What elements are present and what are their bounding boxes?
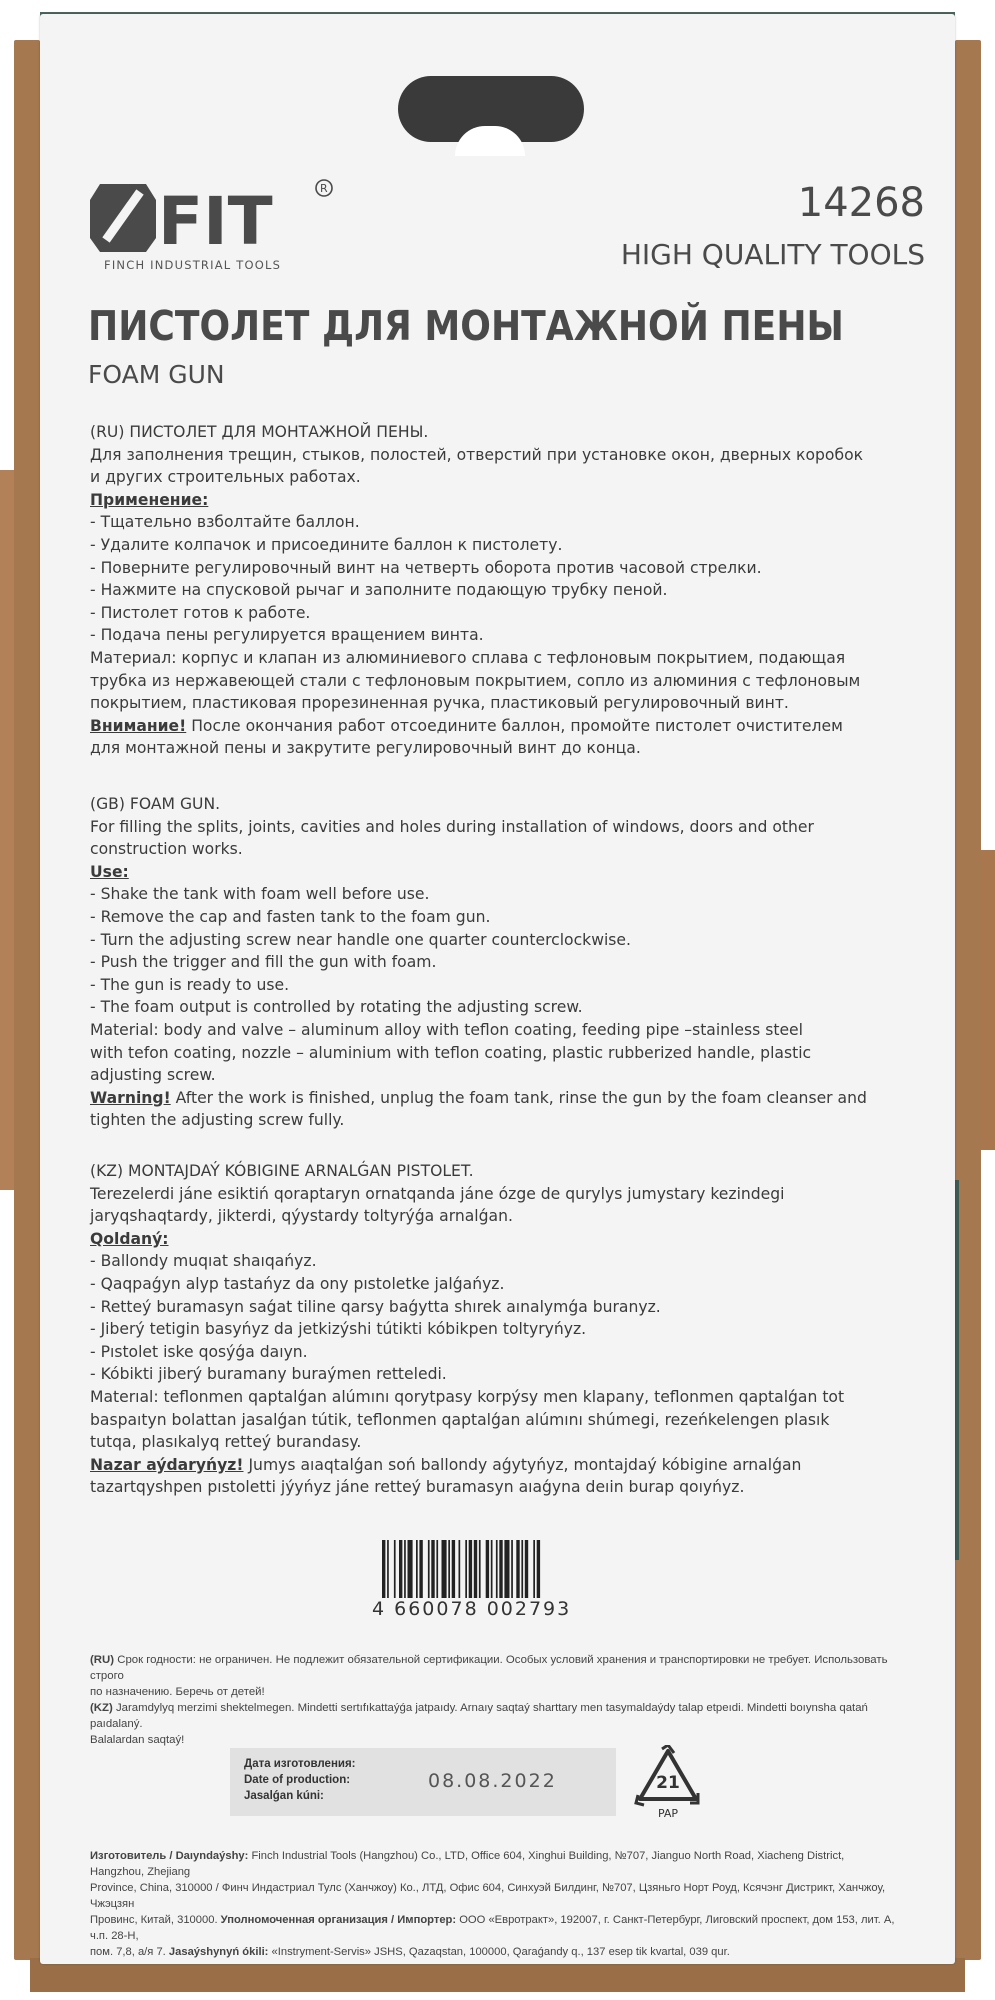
list-item: - The gun is ready to use. xyxy=(90,975,290,994)
date-label-en: Date of production: xyxy=(244,1774,351,1786)
material-line: Материал: корпус и клапан из алюминиевого сплава с тефлоновым покрытием, подающая xyxy=(90,648,846,667)
intro-line: jaryqshaqtardy, jikterdi, qýystardy toltyrýǵa arnalǵan. xyxy=(90,1207,513,1226)
use-title: Применение: xyxy=(90,490,209,509)
material-line: Materıal: teflonmen qaptalǵan alúmını qorytpasy korpýsy men klapany, teflonmen qaptalǵan tot xyxy=(90,1387,845,1406)
barcode-number: 4 660078 002793 xyxy=(368,1598,575,1620)
product-title-en: FOAM GUN xyxy=(88,360,225,389)
fine-text: по назначению. Беречь от детей! xyxy=(90,1686,265,1698)
intro-line: For filling the splits, joints, cavities and holes during installation of windows, doors and other xyxy=(90,817,814,836)
warning-label: Nazar aýdaryńyz! xyxy=(90,1455,244,1474)
manufacturer-label: Изготовитель / Daıyndaýshy: xyxy=(90,1850,249,1862)
fine-print-kz xyxy=(90,1700,900,1732)
recycle-code: PAP xyxy=(657,1807,679,1820)
barcode-bar xyxy=(516,1540,519,1602)
barcode-bar xyxy=(436,1540,438,1602)
warning-text: After the work is finished, unplug the foam tank, rinse the gun by the foam cleanser and xyxy=(170,1088,867,1107)
warning-label: Внимание! xyxy=(90,716,187,735)
fine-print-ru xyxy=(90,1652,900,1684)
barcode-bar xyxy=(486,1540,489,1602)
barcode-bar xyxy=(504,1540,509,1602)
material-line: adjusting screw. xyxy=(90,1066,216,1085)
barcode-bar xyxy=(442,1540,447,1602)
cardboard-right-flap xyxy=(955,40,981,1960)
importer-label: Уполномоченная организация / Импортер: xyxy=(220,1914,457,1926)
intro-line: Terezelerdi jáne esiktiń qoraptaryn ornatqanda jáne ózge de qurylys jumystary kezindegi xyxy=(90,1184,785,1203)
logo-text: FIT xyxy=(158,183,273,258)
fine-text: Срок годности: не ограничен. Не подлежит обязательной сертификации. Особых условий хранения и транспортировки не требует. Использовать строго xyxy=(90,1654,888,1682)
list-item: - Pıstolet iske qosýǵa daıyn. xyxy=(90,1342,308,1361)
production-date: 08.08.2022 xyxy=(428,1770,557,1792)
barcode-bar xyxy=(525,1540,528,1602)
list-item: - Qaqpaǵyn alyp tastańyz da ony pıstoletke jalǵańyz. xyxy=(90,1274,505,1293)
section-heading: (GB) FOAM GUN. xyxy=(90,795,221,813)
list-item: - Нажмите на спусковой рычаг и заполните подающую трубку пеной. xyxy=(90,581,668,600)
material-line: Material: body and valve – aluminum alloy with teflon coating, feeding pipe –stainless steel xyxy=(90,1020,803,1039)
barcode-bar xyxy=(459,1540,461,1602)
barcode-bar xyxy=(474,1540,477,1602)
manufacturer-line xyxy=(90,1944,900,1960)
list-item: - Push the trigger and fill the gun with foam. xyxy=(90,953,437,972)
product-title-ru: ПИСТОЛЕТ ДЛЯ МОНТАЖНОЙ ПЕНЫ xyxy=(88,302,844,350)
tagline: HIGH QUALITY TOOLS xyxy=(620,238,925,271)
fine-text: Jaramdylyq merzimi shektelmegen. Mindetti sertıfıkattaýǵa jatpaıdy. Arnaıy saqtaý sharttary men tasymaldaýdy talap etpeıdi. Mindetti boıynsha qatań paıdalaný. xyxy=(90,1702,868,1730)
list-item: - Подача пены регулируется вращением винта. xyxy=(90,626,484,645)
intro-line: construction works. xyxy=(90,840,243,859)
barcode-bar xyxy=(452,1540,455,1602)
barcode-bar xyxy=(394,1540,396,1602)
barcode-bar xyxy=(431,1540,434,1602)
barcode-bar xyxy=(399,1540,402,1602)
use-title: Use: xyxy=(90,862,129,881)
warning-line xyxy=(90,1454,810,1477)
manufacturer-text: ООО «Евротракт», 192007, г. Санкт-Петербург, Лиговский проспект, дом 153, лит. А, ч.п. 28-Н, xyxy=(90,1914,895,1942)
barcode-bar xyxy=(408,1540,413,1602)
list-item: - Retteý buramasyn saǵat tiline qarsy baǵytta shırek aınalymǵa buranyz. xyxy=(90,1297,661,1316)
barcode-bar xyxy=(521,1540,523,1602)
list-item: - Тщательно взболтайте баллон. xyxy=(90,513,360,532)
list-item: - Shake the tank with foam well before use. xyxy=(90,885,430,904)
production-date-box xyxy=(230,1748,616,1816)
intro-line: и других строительных работах. xyxy=(90,468,361,487)
list-item: - Пистолет готов к работе. xyxy=(90,603,311,622)
list-item: - Удалите колпачок и присоедините баллон к пистолету. xyxy=(90,535,563,554)
material-line: трубка из нержавеющей стали с тефлоновым покрытием, сопло из алюминия с тефлоновым xyxy=(90,671,861,690)
date-label-kz: Jasalǵan kúni: xyxy=(244,1790,324,1802)
barcode-bar xyxy=(469,1540,472,1602)
barcode-bar xyxy=(533,1540,535,1602)
cardboard-left-flap xyxy=(14,40,40,1960)
barcode-bar xyxy=(404,1540,406,1602)
fit-logo xyxy=(88,178,388,268)
warning-line: tazartqyshpen pıstoletti jýyńyz jáne retteý buramasyn aıaǵyna deıin burap qoıyńyz. xyxy=(90,1478,745,1497)
list-item: - The foam output is controlled by rotating the adjusting screw. xyxy=(90,998,583,1017)
list-item: - Ballondy muqıat shaıqańyz. xyxy=(90,1252,317,1271)
material-line: with tefon coating, nozzle – aluminium with teflon coating, plastic rubberized handle, plastic xyxy=(90,1043,812,1062)
warning-line xyxy=(90,715,843,738)
fine-label: (RU) xyxy=(90,1654,115,1666)
manufacturer-text: «Instryment-Servis» JSHS, Qazaqstan, 100000, Qaraǵandy q., 137 esep tik kvartal, 039 qur. xyxy=(268,1946,730,1958)
manufacturer-text: пом. 7,8, а/я 7. xyxy=(90,1946,169,1958)
use-title: Qoldaný: xyxy=(90,1229,169,1248)
warning-line: tighten the adjusting screw fully. xyxy=(90,1111,345,1130)
fine-print xyxy=(90,1652,900,1748)
warning-line: для монтажной пены и закрутите регулировочный винт до конца. xyxy=(90,739,641,758)
manufacturer-text: Province, China, 310000 / Финч Индастриал Тулс (Ханчжоу) Ко., ЛТД, Офис 604, Синхуэй Билдинг, №707, Цзяньго Норт Роуд, Ксячэнг Дистрикт, Ханчжоу, Чжэцзян xyxy=(90,1882,886,1910)
manufacturer-line xyxy=(90,1912,900,1944)
section-ru xyxy=(90,421,864,760)
manufacturer-text: Провинс, Китай, 310000. xyxy=(90,1914,221,1926)
svg-text:R: R xyxy=(320,182,328,195)
barcode-bar xyxy=(448,1540,450,1602)
date-label-ru: Дата изготовления: xyxy=(244,1758,356,1770)
list-item: - Поверните регулировочный винт на четверть оборота против часовой стрелки. xyxy=(90,558,762,577)
list-item: - Turn the adjusting screw near handle one quarter counterclockwise. xyxy=(90,930,631,949)
barcode-bar xyxy=(491,1540,493,1602)
material-line: tutqa, plasıkalyq retteý burandasy. xyxy=(90,1433,362,1452)
warning-label: Warning! xyxy=(90,1088,171,1107)
barcode-bar xyxy=(419,1540,422,1602)
manufacturer-line xyxy=(90,1848,900,1880)
fit-logo-mark xyxy=(88,178,388,258)
intro-line: Для заполнения трещин, стыков, полостей, отверстий при установке окон, дверных коробок xyxy=(90,445,864,464)
fine-text: Balalardan saqtaý! xyxy=(90,1734,185,1746)
list-item: - Kóbikti jiberý buramany buraýmen retteledi. xyxy=(90,1365,447,1384)
barcode-bar xyxy=(496,1540,498,1602)
section-gb xyxy=(90,793,867,1132)
warning-text: После окончания работ отсоедините баллон, промойте пистолет очистителем xyxy=(186,716,843,735)
recycle-number: 21 xyxy=(656,1773,680,1793)
section-heading: (RU) ПИСТОЛЕТ ДЛЯ МОНТАЖНОЙ ПЕНЫ. xyxy=(90,423,429,441)
barcode-bar xyxy=(511,1540,513,1602)
article-number: 14268 xyxy=(797,180,925,226)
logo-subtitle: FINCH INDUSTRIAL TOOLS xyxy=(104,258,282,272)
section-heading: (KZ) MONTAJDAÝ KÓBIGINE ARNALǴAN PISTOLET. xyxy=(90,1162,474,1180)
section-kz xyxy=(90,1160,845,1499)
material-line: покрытием, пластиковая прорезиненная ручка, пластиковый регулировочный винт. xyxy=(90,694,789,713)
manufacturer-info xyxy=(90,1848,900,1960)
warning-line xyxy=(90,1087,867,1110)
barcode-bar xyxy=(479,1540,481,1602)
fine-label: (KZ) xyxy=(90,1702,113,1714)
barcode-bar xyxy=(465,1540,467,1602)
list-item: - Jiberý tetigin basyńyz da jetkizýshi tútikti kóbikpen toltyryńyz. xyxy=(90,1320,587,1339)
manufacturer-text: Finch Industrial Tools (Hangzhou) Co., LTD, Office 604, Xinghui Building, №707, Jianguo North Road, Xiacheng District, Hangzhou, Zhejiang xyxy=(90,1850,845,1878)
list-item: - Remove the cap and fasten tank to the foam gun. xyxy=(90,907,491,926)
material-line: baspaıtyn bolattan jasalǵan tútik, teflonmen qaptalǵan alúmını shúmegi, rezeńkelengen plasık xyxy=(90,1410,830,1429)
barcode-bar xyxy=(428,1540,430,1602)
warning-text: Jumys aıaqtalǵan soń ballondy aǵytyńyz, montajdaý kóbigine arnalǵan xyxy=(243,1455,802,1474)
barcode-bar xyxy=(499,1540,502,1602)
representative-label: Jasaýshynyń ókili: xyxy=(168,1946,269,1958)
barcode-bar xyxy=(416,1540,418,1602)
